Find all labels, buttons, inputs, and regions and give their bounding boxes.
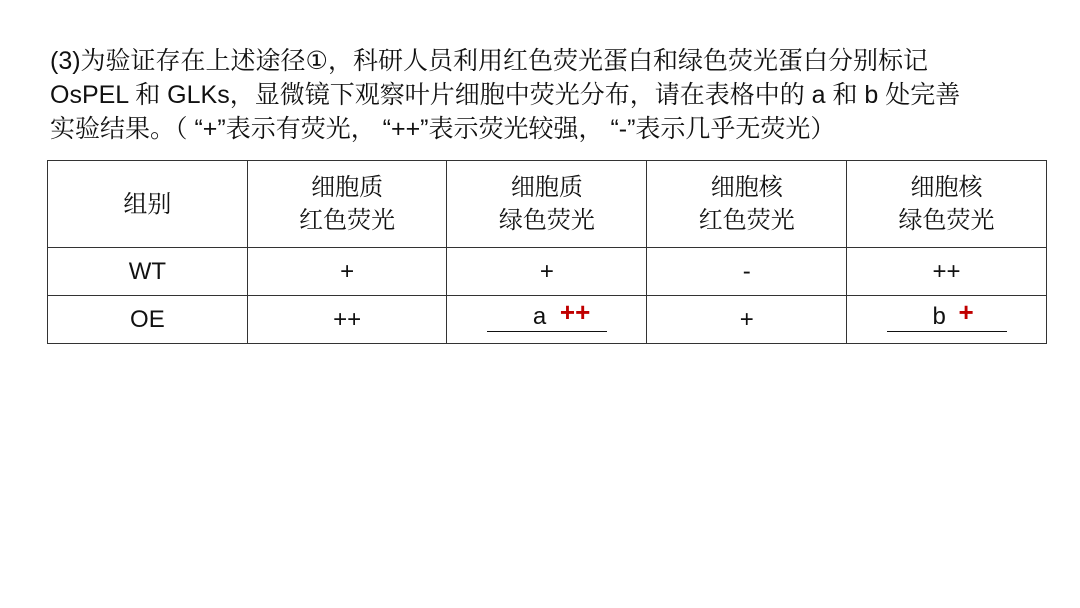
header-line-1: 细胞核 <box>910 173 983 201</box>
answer-blank-b[interactable] <box>887 296 1007 332</box>
header-cyto-red <box>247 161 447 248</box>
cell-nuc-green: ++ <box>847 248 1047 296</box>
header-cyto-green <box>447 161 647 248</box>
header-line-2: 绿色荧光 <box>498 206 595 234</box>
table-row <box>48 296 1047 344</box>
question-line-3: 实验结果。（ “+”表示有荧光， “++”表示荧光较强， “-”表示几乎无荧光） <box>50 115 836 143</box>
header-line-1: 细胞核 <box>710 173 783 201</box>
header-group-label: 组别 <box>123 189 172 218</box>
cell-cyto-red: ++ <box>247 296 447 344</box>
blank-letter: a <box>532 302 547 330</box>
header-line-2: 红色荧光 <box>299 206 396 234</box>
cell-nuc-red: + <box>647 296 847 344</box>
cell-group: OE <box>48 296 248 344</box>
blank-answer: + <box>958 296 974 327</box>
header-group <box>48 161 248 248</box>
header-nuc-red <box>647 161 847 248</box>
table-row <box>48 248 1047 296</box>
question-text <box>50 44 1050 146</box>
header-line-2: 红色荧光 <box>698 206 795 234</box>
blank-answer: ++ <box>559 296 591 327</box>
results-table <box>47 160 1047 344</box>
cell-group: WT <box>48 248 248 296</box>
header-nuc-green <box>847 161 1047 248</box>
question-line-2: OsPEL 和 GLKs，显微镜下观察叶片细胞中荧光分布，请在表格中的 a 和 b 处完善 <box>50 81 961 109</box>
cell-cyto-red: + <box>247 248 447 296</box>
cell-cyto-green <box>447 296 647 344</box>
cell-nuc-red: - <box>647 248 847 296</box>
cell-nuc-green <box>847 296 1047 344</box>
blank-letter: b <box>932 302 946 330</box>
header-line-1: 细胞质 <box>311 173 384 201</box>
question-line-1: (3)为验证存在上述途径①，科研人员利用红色荧光蛋白和绿色荧光蛋白分别标记 <box>50 47 928 75</box>
header-line-2: 绿色荧光 <box>898 206 995 234</box>
answer-blank-a[interactable] <box>487 296 607 332</box>
header-line-1: 细胞质 <box>510 173 583 201</box>
table-header-row <box>48 161 1047 248</box>
cell-cyto-green: + <box>447 248 647 296</box>
